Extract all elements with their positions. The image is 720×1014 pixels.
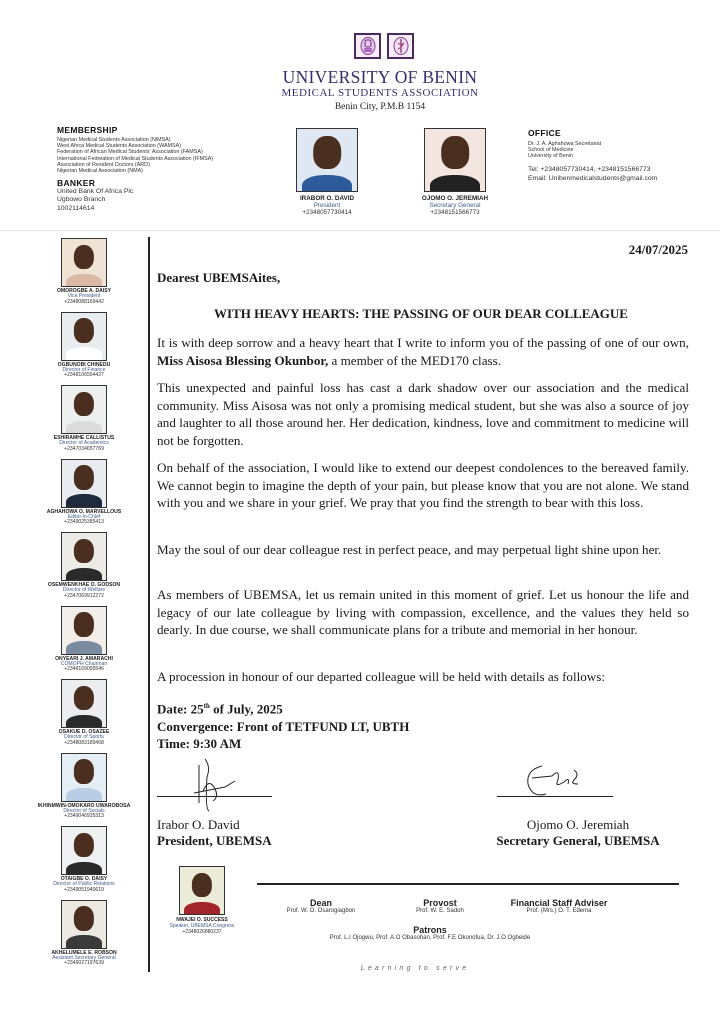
executive-role: President <box>313 202 341 209</box>
executive-sidebar <box>20 238 148 973</box>
office-line: Dr. J. A. Aghahowa Secretariat <box>528 141 602 147</box>
footer-divider <box>257 883 679 885</box>
member-role: Director of Public Relations <box>53 881 115 887</box>
dean-name: Prof. W. O. Osarogiagbon <box>286 908 356 914</box>
executive-name: OJOMO O. JEREMIAH <box>421 195 489 202</box>
member-photo <box>61 826 107 875</box>
header-divider <box>0 230 720 231</box>
membership-item: Nigerian Medical Association (NMA) <box>57 168 143 175</box>
member-name: OSEMWENKHAE O. GODSON <box>47 582 121 588</box>
signature-line <box>497 796 613 797</box>
procession-details <box>157 698 409 753</box>
procession-time: Time: 9:30 AM <box>157 736 242 752</box>
secretary-signature <box>520 760 590 800</box>
member-name: IKHINMWIN-OMOKARO UWAROBOSA <box>37 802 131 809</box>
member-role: Director of Academics <box>59 440 109 446</box>
member-phone: +2349051940619 <box>64 886 104 893</box>
sidebar-member <box>20 753 148 827</box>
member-role: Editor-in-Chief <box>67 513 101 520</box>
paragraph-3: On behalf of the association, I would like to extend our deepest condolences to the bereaved family. We cannot begin to imagine the depth of your pain, but please know that you are not alone. We stand with you and we share in your grief. We pray that you find the strength to bear with this loss. <box>157 460 689 510</box>
member-name: OGBUNOBI CHINEDU <box>57 361 111 368</box>
president-photo <box>296 128 358 192</box>
motto: Learning to serve <box>360 965 470 972</box>
paragraph-1-end: a member of the MED170 class. <box>328 352 501 368</box>
sidebar-member <box>20 679 148 753</box>
member-phone: +2348106554427 <box>64 372 104 379</box>
member-phone: +2349046935313 <box>64 813 104 820</box>
signature-line <box>157 796 272 797</box>
university-title: UNIVERSITY OF BENIN <box>282 67 478 87</box>
member-photo <box>61 753 107 802</box>
procession-date: Date: 25th of July, 2025 <box>157 701 283 717</box>
speaker-name: NWAJEI O. SUCCESS <box>176 917 228 923</box>
patrons-names: Prof. L.I Ojogwu, Prof. A.O Obasohan, Prof. F.E Okonofua, Dr. J.O Ogbeide <box>329 935 531 941</box>
office-tel: Tel: +2348057730414, +2348151566773 <box>528 165 651 173</box>
member-phone: +2348088169442 <box>64 298 104 305</box>
bank-name: United Bank Of Africa Plc <box>57 188 134 196</box>
member-role: Director of Socials <box>63 807 105 814</box>
provost-title: Provost <box>423 898 457 908</box>
footer-adviser <box>494 898 624 914</box>
member-role: Director of Finance <box>62 366 106 373</box>
footer-dean <box>266 898 376 914</box>
speaker-card <box>162 866 242 935</box>
office-line: University of Benin <box>528 153 573 160</box>
president-signature <box>185 757 245 812</box>
member-photo <box>61 238 107 287</box>
member-photo <box>61 532 107 581</box>
sidebar-member <box>20 900 148 974</box>
adviser-name: Prof. (Mrs.) O. T. Edema <box>526 908 592 914</box>
paragraph-4: May the soul of our dear colleague rest in perfect peace, and may perpetual light shine upon her. <box>157 542 662 557</box>
speaker-photo <box>179 866 225 915</box>
patrons-title: Patrons <box>413 925 447 935</box>
executive-name: IRABOR O. DAVID <box>299 195 355 202</box>
letter-heading: WITH HEAVY HEARTS: THE PASSING OF OUR DEAR COLLEAGUE <box>214 306 628 321</box>
member-phone: +2347069912272 <box>64 592 104 599</box>
bank-account: 1002114614 <box>57 204 95 212</box>
executive-phone: +2348151566773 <box>430 209 480 216</box>
member-name: AGHAHOWA O. MARVELLOUS <box>46 508 122 515</box>
paragraph-1 <box>157 334 689 369</box>
executive-secretary <box>414 128 496 216</box>
medical-association-crest-icon <box>387 33 414 59</box>
membership-item: Nigerian Medical Students Association (NiMSA) <box>57 137 171 143</box>
sidebar-member <box>20 826 148 900</box>
sidebar-member <box>20 532 148 606</box>
signatory-title: President, UBEMSA <box>157 833 272 848</box>
member-phone: +2348169095546 <box>64 666 104 673</box>
banker-heading: BANKER <box>57 178 96 189</box>
provost-name: Prof. W. E. Sadoh <box>416 908 464 914</box>
office-email[interactable]: Email: Unibenmedicalstudents@gmail.com <box>528 174 658 182</box>
university-crest-icon <box>354 33 381 59</box>
member-name: OSAKUE D. OSAZEE <box>58 729 110 735</box>
member-phone: +2348083189408 <box>64 739 104 746</box>
member-role: Director of Welfare <box>62 587 106 593</box>
membership-item: Federation of African Medical Students' Association (FAMSA) <box>57 149 203 156</box>
member-role: Vice President <box>67 293 101 299</box>
executive-role: Secretary General <box>429 202 481 209</box>
member-photo <box>61 385 107 434</box>
paragraph-6: A procession in honour of our departed colleague will be held with details as follows: <box>157 669 605 684</box>
membership-item: International Fedreation of Medical Students Association (IFMSA) <box>57 155 214 162</box>
member-name: ONYEARI J. AMARACHI <box>55 655 113 662</box>
member-name: ESHIRAMHE CALLISTUS <box>53 435 115 441</box>
member-name: AKHELUMELE E. ROBSON <box>51 949 117 956</box>
footer-patrons <box>285 925 575 941</box>
adviser-title: Financial Staff Adviser <box>510 898 608 908</box>
sidebar-member <box>20 459 148 533</box>
bank-branch: Ugbowo Branch <box>57 196 106 204</box>
office-block <box>528 128 708 183</box>
member-photo <box>61 606 107 655</box>
speaker-role: Speaker, UBEMSA Congress <box>169 923 235 929</box>
signatory-title: Secretary General, UBEMSA <box>496 833 660 848</box>
signatory-secretary <box>483 817 673 849</box>
member-role: Director of Sports <box>64 734 104 740</box>
footer-provost <box>390 898 490 914</box>
signatory-president <box>157 817 272 849</box>
member-phone: +2349027197639 <box>64 960 104 967</box>
executive-phone: +2348057730414 <box>302 209 352 216</box>
sidebar-member <box>20 385 148 459</box>
office-line: School of Medicine <box>528 147 574 154</box>
secretary-photo <box>424 128 486 192</box>
member-role: COMOPH Chairman <box>60 660 108 667</box>
sidebar-member <box>20 312 148 386</box>
member-photo <box>61 679 107 728</box>
paragraph-1-text: It is with deep sorrow and a heavy heart that I write to inform you of the passing of one of our own, <box>157 335 689 350</box>
logos <box>354 33 414 59</box>
member-phone: +2349025385413 <box>64 519 104 526</box>
membership-block <box>57 125 277 213</box>
dean-title: Dean <box>309 898 332 908</box>
speaker-phone: +2348026880237 <box>182 929 222 935</box>
sidebar-member <box>20 606 148 680</box>
membership-heading: MEMBERSHIP <box>57 125 118 135</box>
association-title: MEDICAL STUDENTS ASSOCIATION <box>281 87 479 99</box>
letter-date: 24/07/2025 <box>628 242 688 257</box>
signatory-name: Ojomo O. Jeremiah <box>526 817 630 832</box>
signatory-name: Irabor O. David <box>157 817 240 832</box>
member-name: OMOROGBE A. DAISY <box>56 288 112 294</box>
executive-president <box>286 128 368 216</box>
member-role: Assistant Secretary General <box>52 954 116 961</box>
salutation: Dearest UBEMSAites, <box>157 270 281 285</box>
member-photo <box>61 459 107 508</box>
sidebar-member <box>20 238 148 312</box>
paragraph-5: As members of UBEMSA, let us remain united in this moment of grief. Let us honour the life and legacy of our late colleague by living with compassion, excellence, and the values they held so dearly. In due course, we shall communicate plans for a tribute and memorial in her honour. <box>157 587 689 637</box>
deceased-name: Miss Aisosa Blessing Okunbor, <box>157 352 329 368</box>
membership-item: West Africa Medical Students Association (WAMSA) <box>57 143 182 150</box>
member-photo <box>61 900 107 949</box>
office-heading: OFFICE <box>528 128 561 138</box>
membership-item: Association of Resident Doctors (ARD) <box>57 161 150 168</box>
member-name: OTAIGBE O. DAISY <box>60 876 108 882</box>
paragraph-2: This unexpected and painful loss has cast a dark shadow over our association and the medical community. Miss Aisosa was not only a promising medical student, but she was also a source of joy and laughter to all those around her. Her dedication, kindness, love and commitment to medicine will not be forgotten. <box>157 380 689 448</box>
sidebar-divider <box>148 237 150 972</box>
member-photo <box>61 312 107 361</box>
member-phone: +2347034657769 <box>64 445 104 452</box>
address: Benin City, P.M.B 1154 <box>334 102 426 112</box>
procession-convergence: Convergence: Front of TETFUND LT, UBTH <box>157 718 410 734</box>
